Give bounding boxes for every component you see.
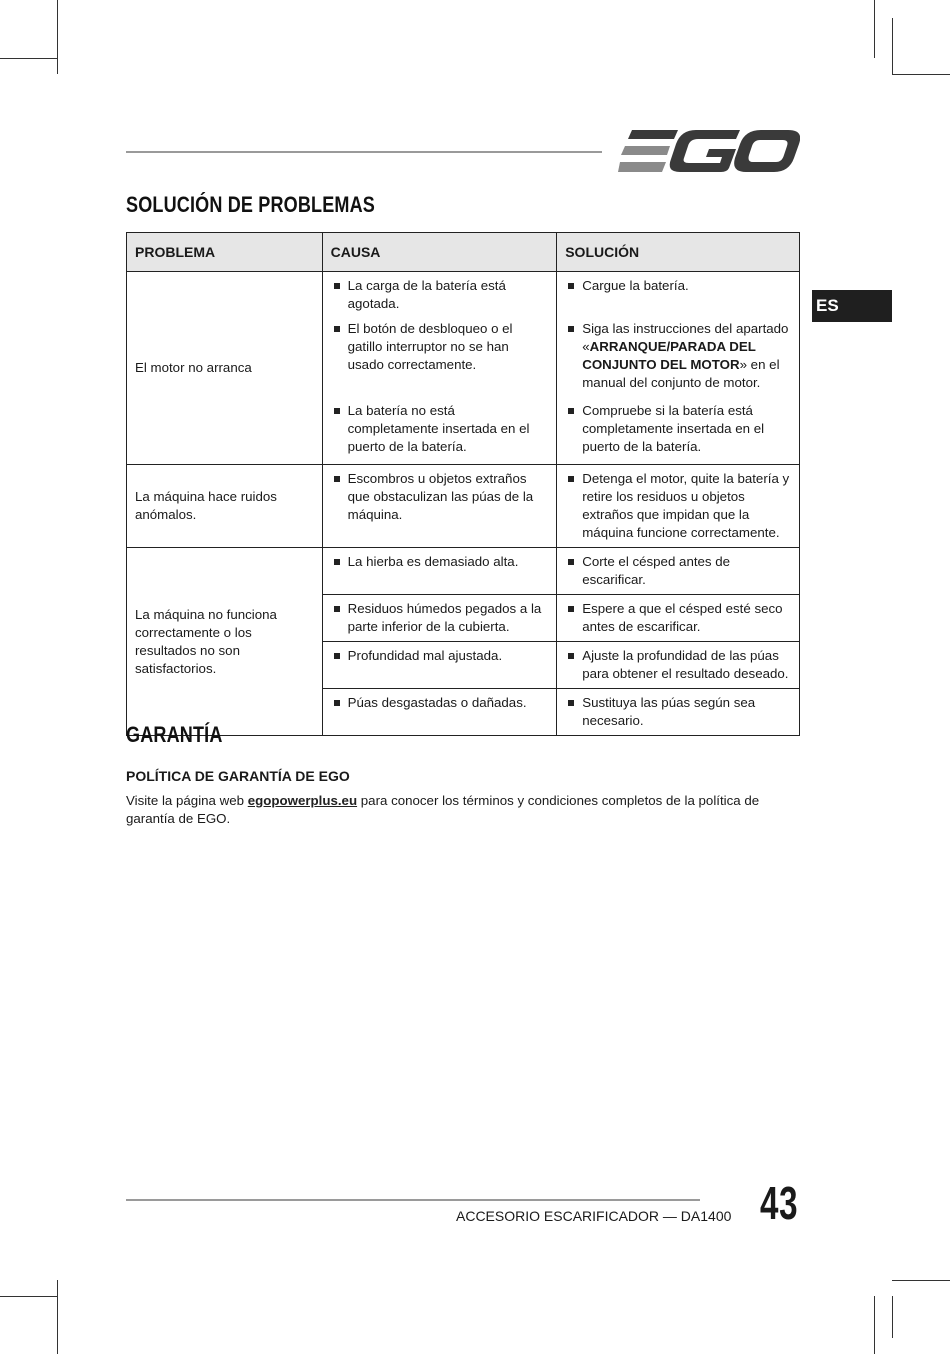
list-item: Profundidad mal ajustada. — [331, 647, 549, 665]
crop-mark — [892, 18, 893, 74]
cause-cell — [322, 465, 557, 548]
column-header-solution: SOLUCIÓN — [557, 233, 800, 272]
document-title: ACCESORIO ESCARIFICADOR — DA1400 — [456, 1208, 732, 1224]
crop-mark — [892, 1280, 950, 1281]
table-header-row — [127, 233, 800, 272]
warranty-link[interactable]: egopowerplus.eu — [247, 793, 358, 808]
solution-cell — [557, 595, 800, 642]
crop-mark — [874, 1296, 875, 1354]
table-row — [127, 465, 800, 548]
list-item: La batería no está completamente insertada en el puerto de la batería. — [331, 402, 549, 456]
warranty-subtitle: POLÍTICA DE GARANTÍA DE EGO — [126, 768, 350, 784]
cause-cell — [322, 595, 557, 642]
cause-cell — [322, 400, 557, 465]
solution-cell — [557, 318, 800, 400]
list-item: Residuos húmedos pegados a la parte inferior de la cubierta. — [331, 600, 549, 636]
footer-rule — [126, 1199, 700, 1201]
list-item: Cargue la batería. — [565, 277, 791, 295]
troubleshooting-table — [126, 232, 800, 736]
cause-cell — [322, 689, 557, 736]
list-item: Púas desgastadas o dañadas. — [331, 694, 549, 712]
list-item: Compruebe si la batería está completamente insertada en el puerto de la batería. — [565, 402, 791, 456]
problem-cell: El motor no arranca — [127, 272, 323, 465]
solution-cell — [557, 548, 800, 595]
problem-cell: La máquina no funciona correctamente o los resultados no son satisfactorios. — [127, 548, 323, 736]
header-rule — [126, 151, 602, 153]
warranty-paragraph: Visite la página web egopowerplus.eu para conocer los términos y condiciones completos de la política de garantía de EGO. — [126, 793, 760, 826]
column-header-problem: PROBLEMA — [127, 233, 323, 272]
crop-mark — [892, 74, 950, 75]
ego-logo — [618, 128, 800, 174]
language-tab: ES — [812, 290, 892, 322]
list-item: La carga de la batería está agotada. — [331, 277, 549, 313]
list-item: Corte el césped antes de escarificar. — [565, 553, 791, 589]
section-title-troubleshooting: SOLUCIÓN DE PROBLEMAS — [126, 192, 376, 217]
crop-mark — [892, 1296, 893, 1338]
solution-cell — [557, 465, 800, 548]
crop-mark — [57, 0, 58, 74]
cause-cell — [322, 272, 557, 319]
table-row — [127, 548, 800, 595]
table-row — [127, 272, 800, 319]
problem-cell: La máquina hace ruidos anómalos. — [127, 465, 323, 548]
list-item: Escombros u objetos extraños que obstaculizan las púas de la máquina. — [331, 470, 549, 524]
solution-cell — [557, 689, 800, 736]
list-item: Sustituya las púas según sea necesario. — [565, 694, 791, 730]
list-item: Detenga el motor, quite la batería y retire los residuos u objetos extraños que impidan que la máquina funcione correctamente. — [565, 470, 791, 542]
solution-cell — [557, 400, 800, 465]
crop-mark — [874, 0, 875, 58]
crop-mark — [57, 1280, 58, 1354]
page-number: 43 — [760, 1177, 799, 1229]
column-header-cause: CAUSA — [322, 233, 557, 272]
list-item: Espere a que el césped esté seco antes de escarificar. — [565, 600, 791, 636]
list-item: Ajuste la profundidad de las púas para obtener el resultado deseado. — [565, 647, 791, 683]
solution-cell — [557, 272, 800, 319]
cause-cell — [322, 642, 557, 689]
cause-cell — [322, 318, 557, 400]
crop-mark — [0, 58, 57, 59]
section-title-warranty: GARANTÍA — [126, 722, 223, 747]
solution-cell — [557, 642, 800, 689]
list-item: El botón de desbloqueo o el gatillo interruptor no se han usado correctamente. — [331, 320, 549, 374]
cause-cell — [322, 548, 557, 595]
list-item: Siga las instrucciones del apartado «ARRANQUE/PARADA DEL CONJUNTO DEL MOTOR» en el manual del conjunto de motor. — [565, 320, 791, 392]
list-item: La hierba es demasiado alta. — [331, 553, 549, 571]
crop-mark — [0, 1296, 57, 1297]
